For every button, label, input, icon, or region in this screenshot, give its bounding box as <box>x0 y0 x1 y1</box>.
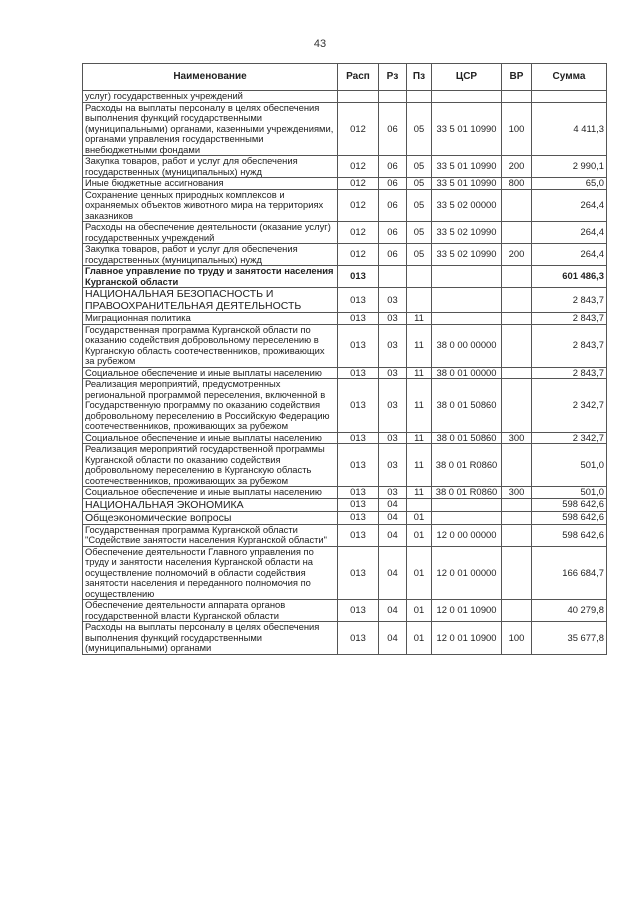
cell-vr: 300 <box>502 432 532 444</box>
cell-rz: 06 <box>379 222 407 244</box>
cell-sum: 166 684,7 <box>532 546 607 600</box>
cell-csr: 33 5 01 10990 <box>432 102 502 156</box>
cell-rasp: 013 <box>338 511 379 524</box>
cell-rz: 03 <box>379 487 407 499</box>
cell-csr: 12 0 00 00000 <box>432 524 502 546</box>
cell-csr <box>432 288 502 313</box>
cell-sum: 501,0 <box>532 444 607 487</box>
cell-vr <box>502 379 532 433</box>
cell-name: Социальное обеспечение и иные выплаты населению <box>83 487 338 499</box>
cell-name: Расходы на выплаты персоналу в целях обеспечения выполнения функций государственными (муниципальными) органами, казенными учреждениями, органами управления государственными внебюджетными фондами <box>83 102 338 156</box>
cell-name: Реализация мероприятий, предусмотренных региональной программой переселения, включенной в Государственную программу по оказанию содействия добровольному переселению в Российскую Федерацию соотечественников, проживающих за рубежом <box>83 379 338 433</box>
cell-vr <box>502 367 532 379</box>
cell-rasp: 013 <box>338 444 379 487</box>
cell-vr <box>502 313 532 325</box>
table-row <box>83 432 607 444</box>
cell-pz: 11 <box>407 487 432 499</box>
cell-csr: 38 0 01 50860 <box>432 432 502 444</box>
cell-rasp: 012 <box>338 189 379 222</box>
cell-csr <box>432 511 502 524</box>
cell-vr: 800 <box>502 178 532 190</box>
cell-vr <box>502 288 532 313</box>
cell-rz: 03 <box>379 288 407 313</box>
table-row <box>83 324 607 367</box>
cell-name: Реализация мероприятий государственной программы Курганской области по оказанию содействия добровольному переселению в Курганскую область соотечественников, проживающих за рубежом <box>83 444 338 487</box>
cell-name: Миграционная политика <box>83 313 338 325</box>
table-row <box>83 600 607 622</box>
cell-rz: 06 <box>379 102 407 156</box>
cell-sum: 65,0 <box>532 178 607 190</box>
cell-sum: 598 642,6 <box>532 498 607 511</box>
cell-rz: 03 <box>379 379 407 433</box>
table-row <box>83 313 607 325</box>
cell-vr <box>502 546 532 600</box>
cell-pz: 05 <box>407 244 432 266</box>
table-row <box>83 222 607 244</box>
cell-pz: 11 <box>407 324 432 367</box>
table-row <box>83 498 607 511</box>
cell-csr: 12 0 01 10900 <box>432 600 502 622</box>
cell-rz: 06 <box>379 189 407 222</box>
cell-rz: 04 <box>379 524 407 546</box>
cell-pz: 11 <box>407 367 432 379</box>
cell-name: Главное управление по труду и занятости населения Курганской области <box>83 266 338 288</box>
table-row <box>83 266 607 288</box>
header-pz: Пз <box>407 64 432 91</box>
cell-rz: 04 <box>379 622 407 655</box>
cell-sum <box>532 91 607 103</box>
cell-rz: 06 <box>379 244 407 266</box>
cell-rasp: 013 <box>338 498 379 511</box>
cell-rasp: 012 <box>338 178 379 190</box>
cell-vr: 100 <box>502 102 532 156</box>
table-row <box>83 178 607 190</box>
cell-pz: 11 <box>407 432 432 444</box>
cell-sum: 2 990,1 <box>532 156 607 178</box>
cell-vr <box>502 222 532 244</box>
cell-name: Расходы на выплаты персоналу в целях обеспечения выполнения функций государственными (муниципальными) органами <box>83 622 338 655</box>
cell-csr: 33 5 01 10990 <box>432 156 502 178</box>
cell-pz: 05 <box>407 222 432 244</box>
cell-vr <box>502 444 532 487</box>
cell-name: услуг) государственных учреждений <box>83 91 338 103</box>
cell-pz: 05 <box>407 189 432 222</box>
cell-name: Государственная программа Курганской области по оказанию содействия добровольному переселению в Курганскую область соотечественников, проживающих за рубежом <box>83 324 338 367</box>
table-row <box>83 487 607 499</box>
cell-name: Обеспечение деятельности Главного управления по труду и занятости населения Курганской области на осуществление полномочий в области содействия занятости населения и переданного полномочия по осуществлению <box>83 546 338 600</box>
cell-rz: 06 <box>379 178 407 190</box>
cell-sum: 2 843,7 <box>532 367 607 379</box>
cell-pz: 05 <box>407 178 432 190</box>
cell-csr: 33 5 02 10990 <box>432 222 502 244</box>
cell-name: Сохранение ценных природных комплексов и охраняемых объектов животного мира на территориях заказников <box>83 189 338 222</box>
table-row <box>83 102 607 156</box>
table-row <box>83 367 607 379</box>
cell-rz: 04 <box>379 600 407 622</box>
cell-rasp: 013 <box>338 546 379 600</box>
cell-rasp: 012 <box>338 102 379 156</box>
cell-sum: 264,4 <box>532 222 607 244</box>
cell-sum: 501,0 <box>532 487 607 499</box>
cell-vr <box>502 266 532 288</box>
cell-vr <box>502 189 532 222</box>
cell-csr: 33 5 02 10990 <box>432 244 502 266</box>
cell-name: Закупка товаров, работ и услуг для обеспечения государственных (муниципальных) нужд <box>83 244 338 266</box>
table-header-row <box>83 64 607 91</box>
cell-rz: 03 <box>379 444 407 487</box>
cell-vr: 200 <box>502 244 532 266</box>
cell-pz: 01 <box>407 600 432 622</box>
cell-rasp: 013 <box>338 379 379 433</box>
cell-pz: 01 <box>407 511 432 524</box>
table-row <box>83 156 607 178</box>
cell-csr: 33 5 02 00000 <box>432 189 502 222</box>
cell-rz: 04 <box>379 511 407 524</box>
cell-csr <box>432 91 502 103</box>
cell-sum: 264,4 <box>532 244 607 266</box>
cell-pz: 05 <box>407 156 432 178</box>
cell-name: Общеэкономические вопросы <box>83 511 338 524</box>
cell-rasp: 013 <box>338 432 379 444</box>
header-rz: Рз <box>379 64 407 91</box>
cell-pz: 01 <box>407 546 432 600</box>
cell-vr <box>502 498 532 511</box>
header-csr: ЦСР <box>432 64 502 91</box>
table-row <box>83 524 607 546</box>
cell-pz: 01 <box>407 622 432 655</box>
cell-sum: 2 843,7 <box>532 288 607 313</box>
cell-rasp: 013 <box>338 600 379 622</box>
table-row <box>83 379 607 433</box>
cell-sum: 4 411,3 <box>532 102 607 156</box>
cell-csr <box>432 313 502 325</box>
cell-sum: 264,4 <box>532 189 607 222</box>
table-row <box>83 91 607 103</box>
cell-vr <box>502 91 532 103</box>
cell-rasp: 013 <box>338 266 379 288</box>
header-rasp: Расп <box>338 64 379 91</box>
cell-sum: 598 642,6 <box>532 511 607 524</box>
cell-rz: 06 <box>379 156 407 178</box>
cell-sum: 2 342,7 <box>532 379 607 433</box>
table-row <box>83 189 607 222</box>
cell-name: Расходы на обеспечение деятельности (оказание услуг) государственных учреждений <box>83 222 338 244</box>
cell-rz: 03 <box>379 324 407 367</box>
cell-rasp: 013 <box>338 324 379 367</box>
cell-name: Социальное обеспечение и иные выплаты населению <box>83 432 338 444</box>
cell-sum: 2 843,7 <box>532 313 607 325</box>
cell-rasp <box>338 91 379 103</box>
cell-sum: 601 486,3 <box>532 266 607 288</box>
cell-vr <box>502 600 532 622</box>
cell-sum: 35 677,8 <box>532 622 607 655</box>
cell-rz: 03 <box>379 367 407 379</box>
cell-name: Государственная программа Курганской области "Содействие занятости населения Курганской области" <box>83 524 338 546</box>
cell-vr: 300 <box>502 487 532 499</box>
cell-csr: 33 5 01 10990 <box>432 178 502 190</box>
cell-name: Обеспечение деятельности аппарата органов государственной власти Курганской области <box>83 600 338 622</box>
cell-name: Закупка товаров, работ и услуг для обеспечения государственных (муниципальных) нужд <box>83 156 338 178</box>
cell-vr <box>502 524 532 546</box>
cell-sum: 598 642,6 <box>532 524 607 546</box>
cell-rz: 03 <box>379 313 407 325</box>
cell-pz <box>407 91 432 103</box>
cell-csr: 12 0 01 10900 <box>432 622 502 655</box>
cell-rasp: 013 <box>338 622 379 655</box>
table-row <box>83 288 607 313</box>
cell-name: Иные бюджетные ассигнования <box>83 178 338 190</box>
cell-rz: 04 <box>379 546 407 600</box>
cell-rasp: 012 <box>338 222 379 244</box>
page-number: 43 <box>313 38 327 50</box>
cell-rz: 04 <box>379 498 407 511</box>
cell-rasp: 013 <box>338 288 379 313</box>
cell-vr: 100 <box>502 622 532 655</box>
cell-rasp: 012 <box>338 244 379 266</box>
cell-vr <box>502 511 532 524</box>
cell-rz: 03 <box>379 432 407 444</box>
table-row <box>83 622 607 655</box>
cell-vr: 200 <box>502 156 532 178</box>
cell-rasp: 013 <box>338 313 379 325</box>
cell-sum: 40 279,8 <box>532 600 607 622</box>
cell-pz <box>407 266 432 288</box>
cell-pz: 11 <box>407 313 432 325</box>
table-row <box>83 511 607 524</box>
header-sum: Сумма <box>532 64 607 91</box>
cell-pz: 01 <box>407 524 432 546</box>
cell-pz: 11 <box>407 444 432 487</box>
cell-rasp: 012 <box>338 156 379 178</box>
cell-name: НАЦИОНАЛЬНАЯ ЭКОНОМИКА <box>83 498 338 511</box>
cell-csr: 38 0 01 R0860 <box>432 487 502 499</box>
cell-sum: 2 342,7 <box>532 432 607 444</box>
cell-csr: 38 0 01 R0860 <box>432 444 502 487</box>
cell-rasp: 013 <box>338 367 379 379</box>
cell-rasp: 013 <box>338 487 379 499</box>
cell-csr <box>432 498 502 511</box>
cell-name: НАЦИОНАЛЬНАЯ БЕЗОПАСНОСТЬ И ПРАВООХРАНИТЕЛЬНАЯ ДЕЯТЕЛЬНОСТЬ <box>83 288 338 313</box>
table-row <box>83 444 607 487</box>
header-name: Наименование <box>83 64 338 91</box>
cell-rz <box>379 91 407 103</box>
cell-pz: 11 <box>407 379 432 433</box>
cell-csr: 12 0 01 00000 <box>432 546 502 600</box>
table-body <box>83 91 607 655</box>
cell-pz: 05 <box>407 102 432 156</box>
cell-csr <box>432 266 502 288</box>
cell-rasp: 013 <box>338 524 379 546</box>
cell-vr <box>502 324 532 367</box>
cell-pz <box>407 498 432 511</box>
table-row <box>83 546 607 600</box>
table-row <box>83 244 607 266</box>
header-vr: ВР <box>502 64 532 91</box>
cell-csr: 38 0 01 50860 <box>432 379 502 433</box>
budget-table <box>82 63 607 655</box>
cell-csr: 38 0 00 00000 <box>432 324 502 367</box>
cell-sum: 2 843,7 <box>532 324 607 367</box>
cell-pz <box>407 288 432 313</box>
cell-name: Социальное обеспечение и иные выплаты населению <box>83 367 338 379</box>
cell-rz <box>379 266 407 288</box>
cell-csr: 38 0 01 00000 <box>432 367 502 379</box>
